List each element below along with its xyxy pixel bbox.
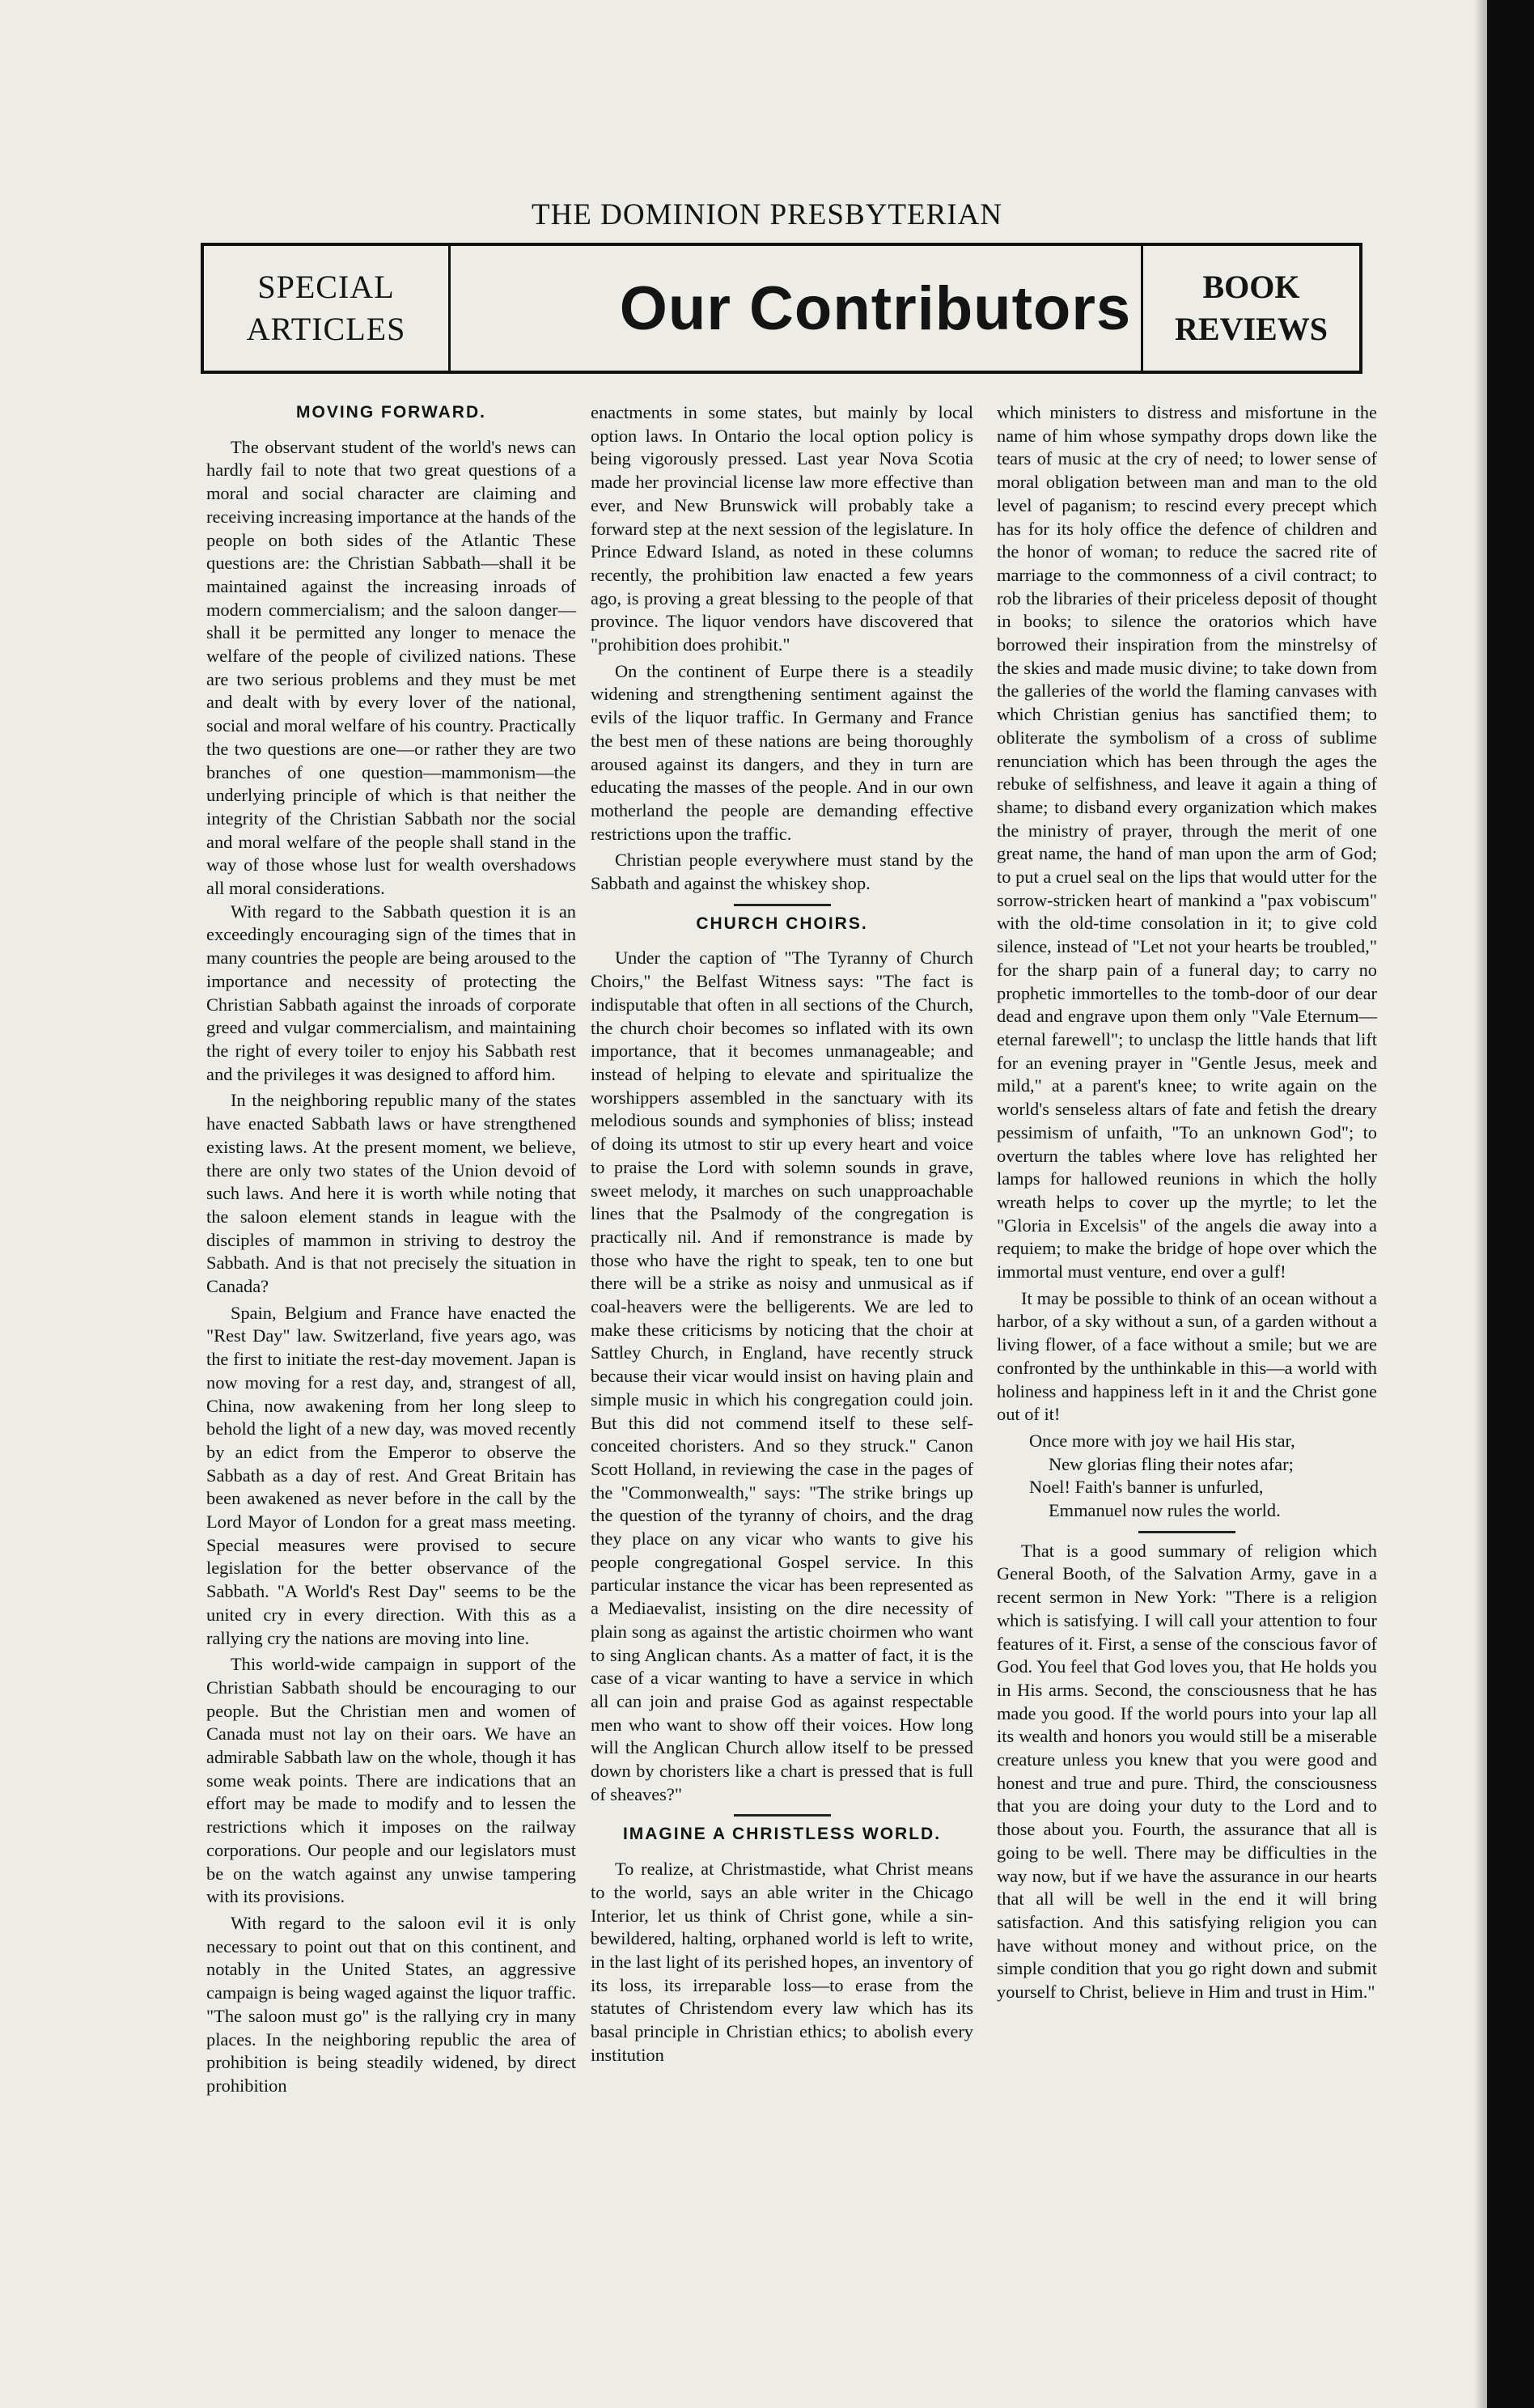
paragraph: On the continent of Eurpe there is a steadily widening and strengthening sentiment against the evils of the liquor traffic. In Germany and France the best men of these nations are being thoroughly aroused against its dangers, and they in turn are educating the masses of the people. And in our own motherland the people are demanding effective restrictions upon the traffic. (591, 660, 973, 844)
masthead: THE DOMINION PRESBYTERIAN (531, 198, 1003, 231)
article-heading: MOVING FORWARD. (296, 403, 486, 422)
scan-shadow (1474, 0, 1487, 2408)
divider (734, 1814, 831, 1817)
section-banner (201, 243, 1362, 374)
column-1 (206, 401, 576, 2098)
article-heading: CHURCH CHOIRS. (696, 914, 868, 933)
banner-left (204, 246, 451, 371)
paragraph: To realize, at Christmastide, what Christ means to the world, says an able writer in the Chicago Interior, let us think of Christ gone, while a sin-bewildered, halting, orphaned world is left to write, in the last light of its perished hopes, an inventory of its loss, its irreparable loss—to erase from the statutes of Christendom every law which has its basal principle in Christian ethics; to abolish every institution (591, 1859, 973, 2065)
banner-right-line1: BOOK (1202, 269, 1300, 305)
paragraph: In the neighboring republic many of the states have enacted Sabbath laws or have strengthened existing laws. At the present moment, we believe, there are only two states of the Union devoid of such laws. And here it is worth while noting that the saloon element stands in league with the disciples of mammon in striving to destroy the Sabbath. And is that not precisely the situation in Canada? (206, 1090, 576, 1297)
paragraph: With regard to the Sabbath question it is an exceedingly encouraging sign of the times that in many countries the people are being aroused to the importance and necessity of protecting the Christian Sabbath against the inroads of corporate greed and vulgar commercialism, and maintaining the right of every toiler to enjoy his Sabbath rest and the privileges it was designed to afford him. (206, 901, 576, 1084)
article-heading: IMAGINE A CHRISTLESS WORLD. (622, 1825, 942, 1844)
divider (734, 904, 831, 906)
paragraph: The observant student of the world's news can hardly fail to note that two great questions of a moral and social character are claiming and receiving increasing importance at the hands of the people on both sides of the Atlantic These questions are: the Christian Sabbath—shall it be maintained against the increasing inroads of modern commercialism; and the saloon danger—shall it be permitted any longer to menace the welfare of the people of civilized nations. These are two serious problems and they must be met and dealt with by every lover of the national, social and moral welfare of his country. Practically the two questions are one—or rather they are two branches of one question—mammonism—the underlying principle of which is that neither the integrity of the Christian Sabbath nor the social and moral welfare of the people shall stand in the way of those whose lust for wealth overshadows all moral considerations. (206, 436, 576, 899)
scan-edge (1487, 0, 1534, 2408)
banner-left-line2: ARTICLES (246, 311, 406, 347)
column-3 (997, 401, 1377, 2004)
poem-line: Noel! Faith's banner is unfurled, (1029, 1477, 1264, 1498)
paragraph: This world-wide campaign in support of the Christian Sabbath should be encouraging to our people. But the Christian men and women of Canada must not lay on their oars. We have an admirable Sabbath law on the whole, though it has some weak points. There are indications that an effort may be made to modify and to lessen the restrictions which it imposes on the railway corporations. Our people and our legislators must be on the watch against any unwise tampering with its provisions. (206, 1654, 576, 1907)
banner-left-line1: SPECIAL (257, 269, 395, 305)
poem-line: New glorias fling their notes afar; (1049, 1453, 1294, 1474)
column-2 (591, 401, 973, 2067)
poem-line: Emmanuel now rules the world. (1049, 1500, 1281, 1521)
poem-line: Once more with joy we hail His star, (1029, 1430, 1295, 1451)
paragraph: That is a good summary of religion which General Booth, of the Salvation Army, gave in a recent sermon in New York: "There is a religion which is satisfying. I will call your attention to four features of it. First, a sense of the conscious favor of God. You feel that God loves you, that He holds you in His arms. Second, the consciousness that he has made you good. If the world pours into your lap all its wealth and honors you would still be a miserable creature unless you knew that you were good and honest and true and pure. Third, the consciousness that you are doing your duty to the Lord and to those about you. Fourth, the assurance that all is going to be well. There may be difficulties in the way now, but if we have the assurance in our hearts that all will be well in the end it will bring satisfaction. And this satisfying religion you can have without money and without price, on the simple condition that you go right down and submit yourself to Christ, believe in Him and trust in Him." (997, 1540, 1377, 2003)
poem-stanza (997, 1430, 1377, 1523)
banner-right-line2: REVIEWS (1175, 311, 1328, 347)
paragraph: enactments in some states, but mainly by local option laws. In Ontario the local option policy is being vigorously pressed. Last year Nova Scotia made her provincial license law more effective than ever, and New Brunswick will probably take a forward step at the next session of the legislature. In Prince Edward Island, as noted in these columns recently, the prohibition law enacted a few years ago, is proving a great blessing to the people of that province. The liquor vendors have discovered that "prohibition does prohibit." (591, 402, 973, 655)
divider (1138, 1531, 1235, 1533)
paragraph: Christian people everywhere must stand by the Sabbath and against the whiskey shop. (591, 850, 973, 894)
paragraph: Under the caption of "The Tyranny of Church Choirs," the Belfast Witness says: "The fact is indisputable that often in all sections of the Church, the church choir becomes so inflated with its own importance, that it becomes unmanageable; and instead of helping to elevate and spiritualize the worshippers assembled in the sanctuary with its melodious sounds and symphonies of bliss; instead of doing its utmost to stir up every heart and voice to praise the Lord with solemn sounds in grave, sweet melody, it marches on such unapproachable lines that the Psalmody of the congregation is practically nil. And if remonstrance is made by those who have the right to speak, ten to one but there will be a strike as noisy and unmusical as if coal-heavers were the belligerents. We are led to make these criticisms by noticing that the choir at Sattley Church, in England, have recently struck because their vicar would insist on having plain and simple music in which his congregation could join. But this did not commend itself to these self-conceited choristers. And so they struck." Canon Scott Holland, in reviewing the case in the pages of the "Commonwealth," says: "The strike brings up the question of the tyranny of choirs, and the drag they place on any vicar who wants to give his people congregational Gospel service. In this particular instance the vicar has been represented as a Mediaevalist, insisting on the dire necessity of plain song as against the artistic choirmen who want to sing Anglican chants. As a matter of fact, it is the case of a vicar wanting to have a service in which all can join and praise God as against respectable men who want to show off their voices. How long will the Anglican Church allow itself to be pressed down by choristers like a chart is pressed that is full of sheaves?" (591, 948, 973, 1804)
banner-right (1141, 246, 1359, 371)
paragraph: With regard to the saloon evil it is only necessary to point out that on this continent, and notably in the United States, an aggressive campaign is being waged against the liquor traffic. "The saloon must go" is the rallying cry in many places. In the neighboring republic the area of prohibition is being steadily widened, by direct prohibition (206, 1913, 576, 2096)
paragraph: It may be possible to think of an ocean without a harbor, of a sky without a sun, of a garden without a living flower, of a face without a smile; but we are confronted by the unthinkable in this—a world with holiness and happiness left in it and the Christ gone out of it! (997, 1287, 1377, 1425)
paragraph: Spain, Belgium and France have enacted the "Rest Day" law. Switzerland, five years ago, was the first to initiate the rest-day movement. Japan is now moving for a rest day, and, strangest of all, China, now awakening from her long sleep to behold the light of a new day, was moved recently by an edict from the Emperor to observe the Sabbath as a day of rest. And Great Britain has been awakened as never before in the call by the Lord Mayor of London for a great mass meeting. Special measures were provised to secure legislation for the better observance of the Sabbath. "A World's Rest Day" seems to be the united cry in every direction. With this as a rallying cry the nations are moving into line. (206, 1302, 576, 1648)
paragraph: which ministers to distress and misfortune in the name of him whose sympathy drops down like the tears of music at the cry of need; to lower sense of moral obligation between man and man to the old level of paganism; to rescind every precept which has for its holy office the defence of children and the honor of woman; to reduce the sacred rite of marriage to the commonness of a civil contract; to rob the libraries of their priceless deposit of thought in books; to silence the oratorios which have borrowed their inspiration from the minstrelsy of the skies and made music divine; to take down from the galleries of the world the flaming canvases with which Christian genius has sanctified them; to obliterate the symbolism of a cross of sublime renunciation which has been through the ages the rebuke of selfishness, and leave it again a thing of shame; to disband every organization which makes the ministry of prayer, through the merit of one great name, the hand of man upon the arm of God; to put a cruel seal on the lips that would utter for the sorrow-stricken heart of mankind a "pax vobiscum" with the old-time consolation in it; to give cold silence, instead of "Let not your hearts be troubled," for the sharp pain of a funeral day; to carry no prophetic immortelles to the tomb-door of our dear dead and engrave upon them only "Vale Eternum—eternal farewell"; to unclasp the little hands that lift for an evening prayer in "Gentle Jesus, meek and mild," at a parent's knee; to write again on the world's senseless altars of fate and fetish the dreary pessimism of unfaith, "To an unknown God"; to overturn the tables where love has relighted her lamps for hallowed reunions in which the holly wreath helps to cover up the myrtle; to let the "Gloria in Excelsis" of the angels die away into a requiem; to make the bridge of hope over which the immortal must venture, end over a gulf! (997, 402, 1377, 1282)
section-title: Our Contributors (619, 273, 1132, 343)
